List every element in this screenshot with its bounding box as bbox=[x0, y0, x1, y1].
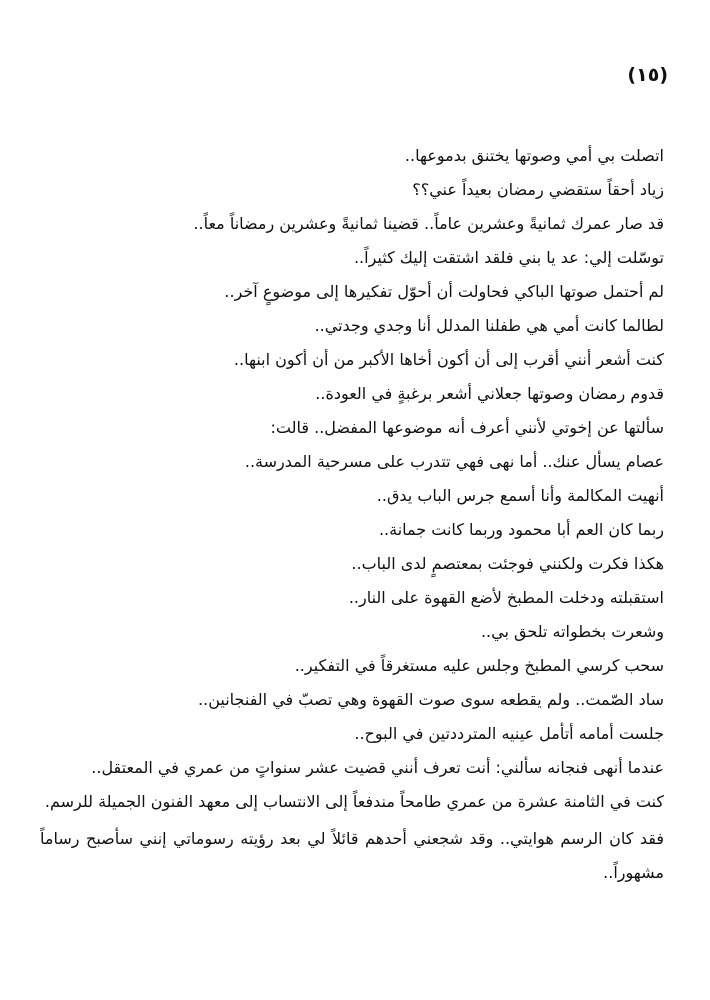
text-line: عندما أنهى فنجانه سألني: أنت تعرف أنني قضيت عشر سنواتٍ من عمري في المعتقل.. bbox=[91, 758, 664, 777]
text-line: اتصلت بي أمي وصوتها يختنق بدموعها.. bbox=[404, 146, 664, 165]
text-line: قد صار عمرك ثمانيةً وعشرين عاماً.. قضينا ثمانيةً وعشرين رمضاناً معاً.. bbox=[193, 214, 664, 233]
page-number: (١٥) bbox=[627, 64, 668, 86]
text-line: لطالما كانت أمي هي طفلنا المدلل أنا وجدي وجدتي.. bbox=[314, 316, 664, 335]
text-line: وشعرت بخطواته تلحق بي.. bbox=[480, 622, 664, 641]
text-line: ساد الصّمت.. ولم يقطعه سوى صوت القهوة وهي تصبّ في الفنجانين.. bbox=[198, 690, 664, 709]
text-line: استقبلته ودخلت المطبخ لأضع القهوة على النار.. bbox=[348, 588, 664, 607]
text-line: أنهيت المكالمة وأنا أسمع جرس الباب يدق.. bbox=[376, 486, 664, 505]
text-line: هكذا فكرت ولكنني فوجئت بمعتصمٍ لدى الباب.. bbox=[351, 554, 664, 573]
text-line: قدوم رمضان وصوتها جعلاني أشعر برغبةٍ في العودة.. bbox=[315, 384, 664, 403]
text-paragraph: كنت في الثامنة عشرة من عمري طامحاً مندفعاً إلى الانتساب إلى معهد الفنون الجميلة للرسم. bbox=[44, 792, 664, 811]
text-line: توسّلت إلي: عد يا بني فلقد اشتقت إليك كثيراً.. bbox=[353, 248, 664, 267]
text-line: عصام يسأل عنك.. أما نهى فهي تتدرب على مسرحية المدرسة.. bbox=[244, 452, 664, 471]
text-line: سحب كرسي المطبخ وجلس عليه مستغرقاً في التفكير.. bbox=[294, 656, 664, 675]
text-body bbox=[40, 139, 664, 890]
text-line: ربما كان العم أبا محمود وربما كانت جمانة.. bbox=[378, 520, 664, 539]
text-line: لم أحتمل صوتها الباكي فحاولت أن أحوّل تفكيرها إلى موضوعٍ آخر.. bbox=[224, 282, 664, 301]
text-line: سألتها عن إخوتي لأنني أعرف أنه موضوعها المفضل.. قالت: bbox=[270, 418, 664, 437]
text-line: زياد أحقاً ستقضي رمضان بعيداً عني؟؟ bbox=[412, 180, 664, 199]
text-paragraph: فقد كان الرسم هوايتي.. وقد شجعني أحدهم قائلاً لي بعد رؤيته رسوماتي إنني سأصبح رساماً مشهوراً.. bbox=[40, 829, 664, 882]
text-line: كنت أشعر أنني أقرب إلى أن أكون أخاها الأكبر من أن أكون ابنها.. bbox=[233, 350, 664, 369]
text-line: جلست أمامه أتأمل عينيه المترددتين في البوح.. bbox=[354, 724, 664, 743]
